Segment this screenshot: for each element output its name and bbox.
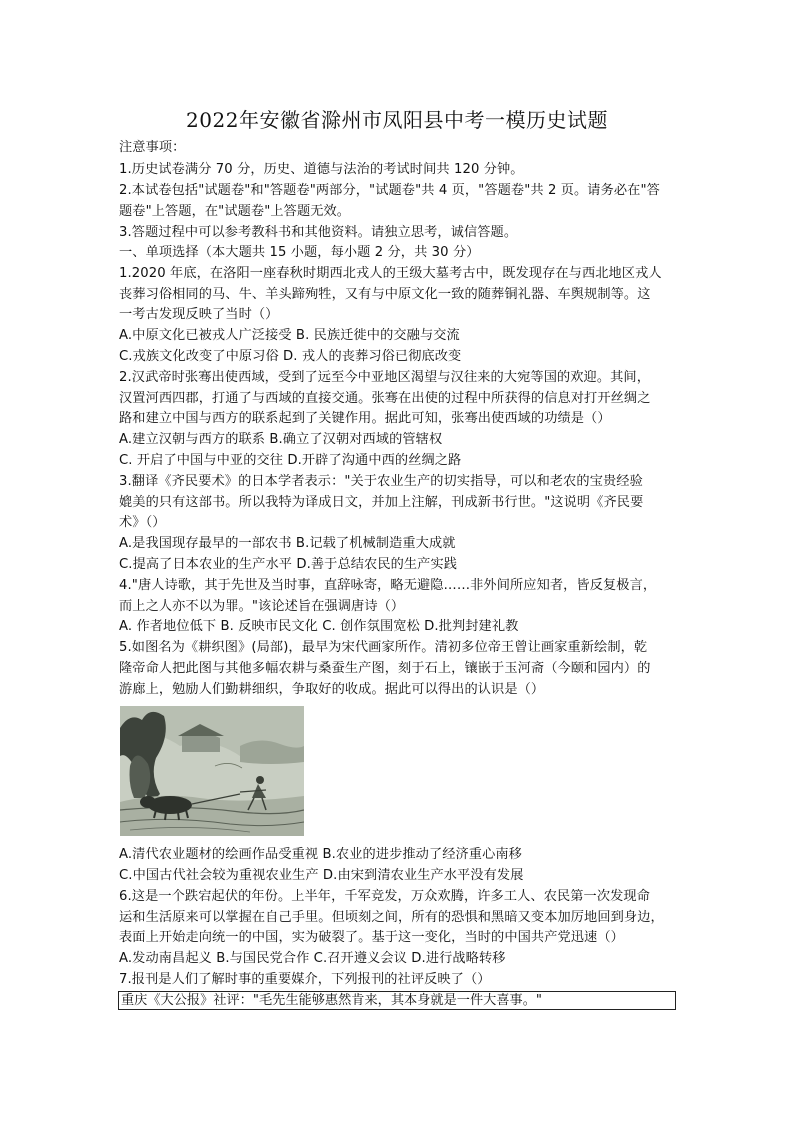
note-line: 题卷"上答题，在"试题卷"上答题无效。 (119, 204, 351, 219)
question-line: 1.2020 年底，在洛阳一座春秋时期西北戎人的王级大墓考古中，既发现存在与西北地区戎人 (119, 266, 662, 281)
option-line: C. 开启了中国与中亚的交往 D.开辟了沟通中西的丝绸之路 (119, 453, 462, 468)
question-line: 术》（） (119, 515, 166, 530)
question-line: 5.如图名为《耕织图》(局部)，最早为宋代画家所作。清初多位帝王曾让画家重新绘制，乾 (119, 640, 648, 655)
note-line: 2.本试卷包括"试题卷"和"答题卷"两部分，"试题卷"共 4 页，"答题卷"共 2 页。请务必在"答 (119, 183, 660, 198)
question-line: 媲美的只有这部书。所以我特为译成日文，并加上注解，刊成新书行世。"这说明《齐民要 (119, 495, 644, 510)
option-line: A.中原文化已被戎人广泛接受 B. 民族迁徙中的交融与交流 (119, 328, 460, 343)
question-line: 汉置河西四郡，打通了与西域的直接交通。张骞在出使的过程中所获得的信息对打开丝绸之 (119, 391, 651, 406)
option-line: A.清代农业题材的绘画作品受重视 B.农业的进步推动了经济重心南移 (119, 847, 522, 862)
option-line: C.戎族文化改变了中原习俗 D. 戎人的丧葬习俗已彻底改变 (119, 349, 462, 364)
option-line: A. 作者地位低下 B. 反映市民文化 C. 创作氛围宽松 D.批判封建礼教 (119, 619, 519, 634)
question-line: 一考古发现反映了当时（） (119, 307, 279, 322)
option-line: C.提高了日本农业的生产水平 D.善于总结农民的生产实践 (119, 557, 458, 572)
question-line: 表面上开始走向统一的中国，实为破裂了。基于这一变化，当时的中国共产党迅速（） (119, 930, 624, 945)
newspaper-quote: 重庆《大公报》社评："毛先生能够惠然肯来，其本身就是一件大喜事。" (121, 993, 542, 1008)
option-line: A.建立汉朝与西方的联系 B.确立了汉朝对西域的管辖权 (119, 432, 443, 447)
question-line: 6.这是一个跌宕起伏的年份。上半年，千军竞发，万众欢腾，许多工人、农民第一次发现命 (119, 889, 650, 904)
option-line: A.发动南昌起义 B.与国民党合作 C.召开遵义会议 D.进行战略转移 (119, 951, 506, 966)
gengzhi-painting-image (120, 706, 304, 836)
page-title: 2022年安徽省滁州市凤阳县中考一模历史试题 (186, 108, 608, 132)
question-line: 游廊上，勉励人们勤耕细织，争取好的收成。据此可以得出的认识是（） (119, 682, 545, 697)
question-line: 2.汉武帝时张骞出使西域，受到了远至今中亚地区渴望与汉往来的大宛等国的欢迎。其间， (119, 370, 650, 385)
question-line: 路和建立中国与西方的联系起到了关键作用。据此可知，张骞出使西域的功绩是（） (119, 411, 611, 426)
notes-heading: 注意事项： (119, 140, 186, 155)
question-line: 丧葬习俗相同的马、牛、羊头蹄殉牲，又有与中原文化一致的随葬铜礼器、车舆规制等。这 (119, 287, 651, 302)
question-line: 隆帝命人把此图与其他多幅农耕与桑蚕生产图，刻于石上，镶嵌于玉河斋（今颐和园内）的 (119, 661, 651, 676)
newspaper-quote-box (118, 991, 676, 1010)
note-line: 3.答题过程中可以参考教科书和其他资料。请独立思考，诚信答题。 (119, 225, 518, 240)
question-line: 而上之人亦不以为罪。"该论述旨在强调唐诗（） (119, 599, 405, 614)
option-line: C.中国古代社会较为重视农业生产 D.由宋到清农业生产水平没有发展 (119, 868, 524, 883)
question-line: 4."唐人诗歌，其于先世及当时事，直辞咏寄，略无避隐……非外间所应知者，皆反复极言， (119, 578, 657, 593)
note-line: 1.历史试卷满分 70 分，历史、道德与法治的考试时间共 120 分钟。 (119, 162, 524, 177)
section-heading: 一、单项选择（本大题共 15 小题，每小题 2 分，共 30 分） (119, 245, 480, 260)
question-line: 3.翻译《齐民要术》的日本学者表示："关于农业生产的切实指导，可以和老农的宝贵经验 (119, 474, 643, 489)
question-line: 7.报刊是人们了解时事的重要媒介，下列报刊的社评反映了（） (119, 972, 491, 987)
option-line: A.是我国现存最早的一部农书 B.记载了机械制造重大成就 (119, 536, 456, 551)
question-line: 运和生活原来可以掌握在自己手里。但顷刻之间，所有的恐惧和黑暗又变本加厉地回到身边， (119, 910, 664, 925)
